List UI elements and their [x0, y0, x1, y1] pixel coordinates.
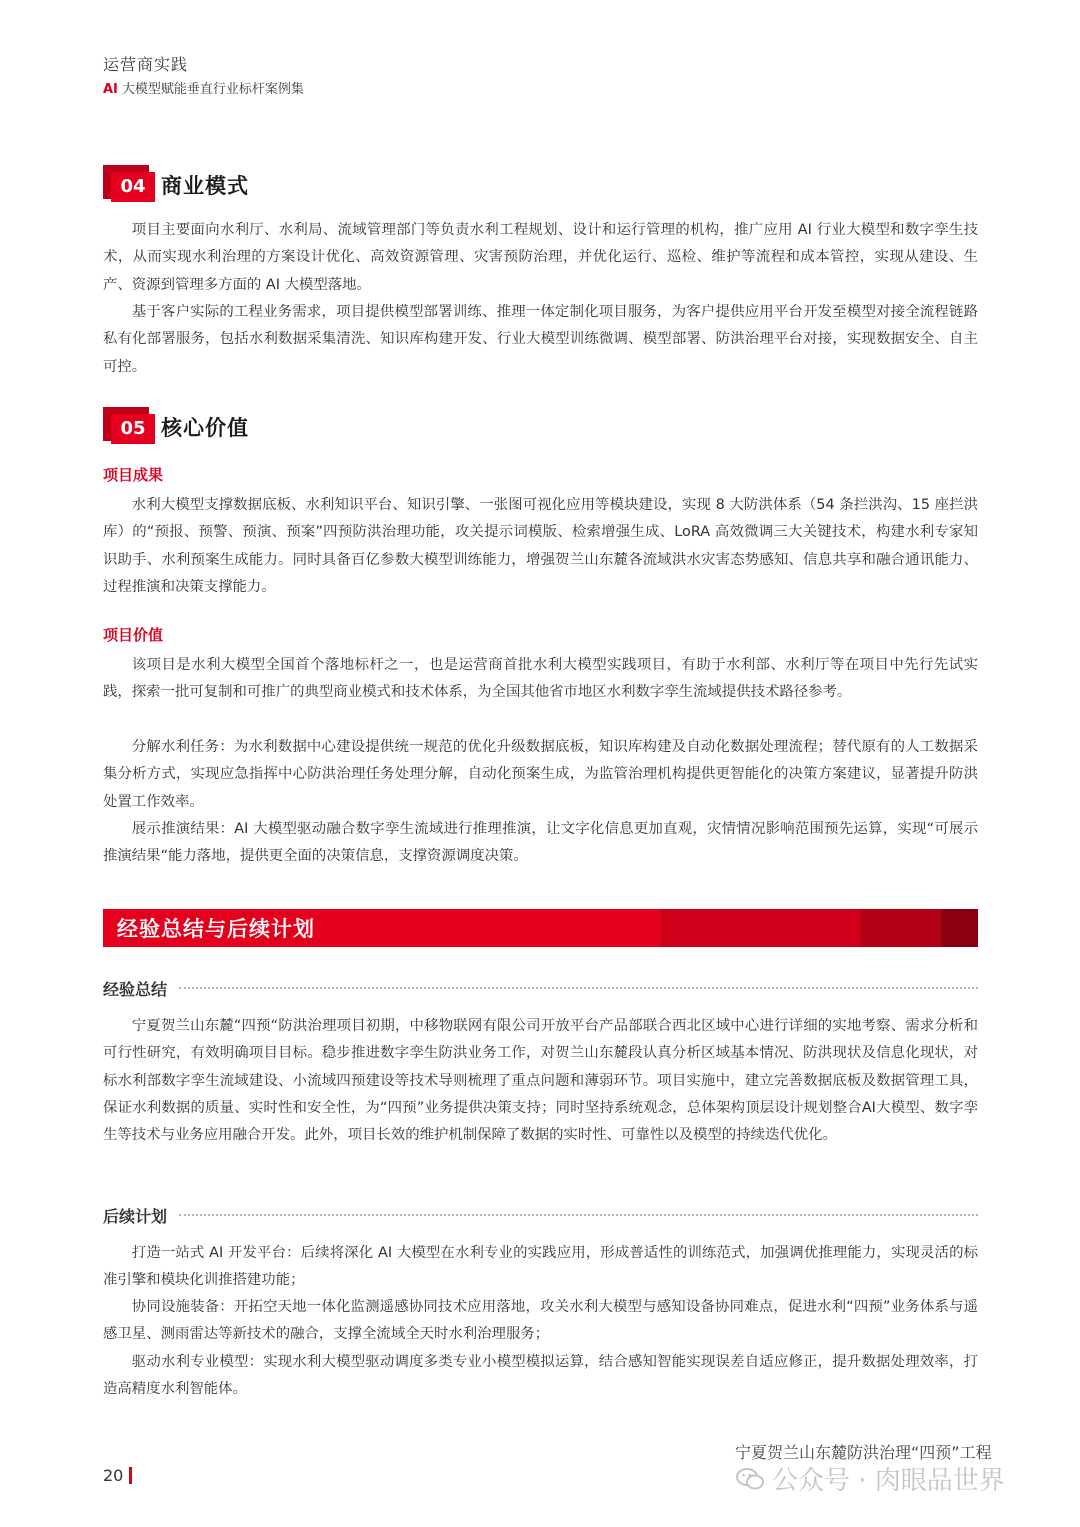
value-subheading: 项目价值 [103, 626, 164, 644]
summary-banner [103, 909, 978, 947]
experience-heading [103, 977, 978, 999]
header-subtitle-text: 大模型赋能垂直行业标杆案例集 [121, 82, 304, 97]
dotted-divider [179, 987, 978, 989]
plan-heading [103, 1204, 978, 1226]
plan-paragraph-2: 协同设施装备：开拓空天地一体化监测遥感协同技术应用落地，攻关水利大模型与感知设备协同难点，促进水利“四预”业务体系与遥感卫星、测雨雷达等新技术的融合，支撑全流域全天时水利治理服务； [103, 1299, 978, 1343]
section-number: 04 [111, 172, 155, 202]
plan-paragraph-3: 驱动水利专业模型：实现水利大模型驱动调度多类专业小模型模拟运算，结合感知智能实现误差自适应修正，提升数据处理效率，打造高精度水利智能体。 [103, 1354, 978, 1398]
section-05-heading [103, 407, 249, 447]
wechat-icon [736, 1467, 764, 1491]
value-paragraph-2: 分解水利任务：为水利数据中心建设提供统一规范的优化升级数据底板，知识库构建及自动化数据处理流程；替代原有的人工数据采集分析方式，实现应急指挥中心防洪治理任务处理分解，自动化预案生成，为监管治理机构提供更智能化的决策方案建议，显著提升防洪处置工作效率。 [103, 739, 978, 810]
header-title: 运营商实践 [103, 55, 189, 74]
section-number: 05 [111, 414, 155, 444]
section-title: 商业模式 [161, 174, 249, 198]
value-paragraph-3: 展示推演结果：AI 大模型驱动融合数字孪生流域进行推理推演，让文字化信息更加直观，灾情情况影响范围预先运算，实现“可展示推演结果“能力落地，提供更全面的决策信息，支撑资源调度决策。 [103, 821, 978, 865]
section-title: 核心价值 [161, 416, 249, 440]
dotted-divider [179, 1214, 978, 1216]
section-number-badge [103, 407, 155, 447]
footer-doc-title: 宁夏贺兰山东麓防洪治理“四预”工程 [735, 1443, 992, 1462]
header-ai-label: AI [103, 82, 118, 97]
section-number-badge [103, 165, 155, 205]
business-model-paragraph-2: 基于客户实际的工程业务需求，项目提供模型部署训练、推理一体定制化项目服务，为客户提供应用平台开发至模型对接全流程链路私有化部署服务，包括水利数据采集清洗、知识库构建开发、行业大模型训练微调、模型部署、防洪治理平台对接，实现数据安全、自主可控。 [103, 304, 978, 375]
header-subtitle [103, 78, 304, 97]
experience-paragraph: 宁夏贺兰山东麓“四预“防洪治理项目初期，中移物联网有限公司开放平台产品部联合西北区域中心进行详细的实地考察、需求分析和可行性研究，有效明确项目目标。稳步推进数字孪生防洪业务工作，对贺兰山东麓段认真分析区域基本情况、防洪现状及信息化现状，对标水利部数字孪生流域建设、小流域四预建设等技术导则梳理了重点问题和薄弱环节。项目实施中，建立完善数据底板及数据管理工具，保证水利数据的质量、实时性和安全性，为“四预”业务提供决策支持；同时坚持系统观念，总体架构顶层设计规划整合AI大模型、数字孪生等技术与业务应用融合开发。此外，项目长效的维护机制保障了数据的实时性、可靠性以及模型的持续迭代优化。 [103, 1018, 978, 1144]
watermark [736, 1460, 1005, 1497]
results-subheading: 项目成果 [103, 466, 164, 484]
experience-title: 经验总结 [103, 979, 168, 999]
plan-title: 后续计划 [103, 1206, 168, 1226]
section-04-heading [103, 165, 249, 205]
page-number [103, 1466, 132, 1485]
watermark-text: 公众号 · 肉眼品世界 [772, 1466, 1005, 1496]
business-model-paragraph-1: 项目主要面向水利厅、水利局、流域管理部门等负责水利工程规划、设计和运行管理的机构，推广应用 AI 行业大模型和数字孪生技术，从而实现水利治理的方案设计优化、高效资源管理、灾害预防治理，并优化运行、巡检、维护等流程和成本管控，实现从建设、生产、资源到管理多方面的 AI 大模型落地。 [103, 222, 978, 293]
results-paragraph: 水利大模型支撑数据底板、水利知识平台、知识引擎、一张图可视化应用等模块建设，实现 8 大防洪体系（54 条拦洪沟、15 座拦洪库）的“预报、预警、预演、预案”四预防洪治理功能，攻关提示词模版、检索增强生成、LoRA 高效微调三大关键技术，构建水利专家知识助手、水利预案生成能力。同时具备百亿参数大模型训练能力，增强贺兰山东麓各流域洪水灾害态势感知、信息共享和融合通讯能力、过程推演和决策支撑能力。 [103, 497, 978, 595]
page-number-bar [129, 1467, 132, 1484]
plan-paragraph-1: 打造一站式 AI 开发平台：后续将深化 AI 大模型在水利专业的实践应用，形成普适性的训练范式，加强调优推理能力，实现灵活的标准引擎和模块化训推搭建功能； [103, 1245, 978, 1289]
banner-title: 经验总结与后续计划 [117, 917, 315, 941]
page-number-text: 20 [103, 1466, 124, 1485]
value-paragraph-1: 该项目是水利大模型全国首个落地标杆之一，也是运营商首批水利大模型实践项目，有助于水利部、水利厅等在项目中先行先试实践，探索一批可复制和可推广的典型商业模式和技术体系，为全国其他省市地区水利数字孪生流域提供技术路径参考。 [103, 657, 978, 701]
